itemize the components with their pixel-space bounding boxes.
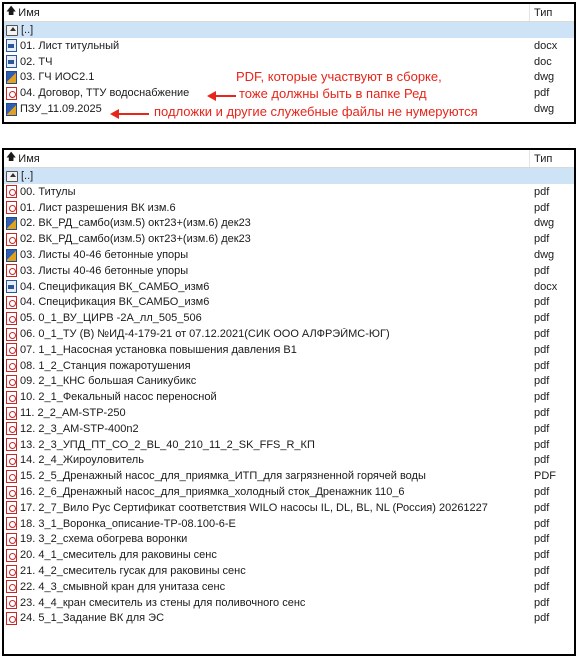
file-type: dwg — [534, 217, 555, 230]
file-row[interactable] — [4, 295, 574, 311]
bottom-file-list-panel — [2, 148, 576, 656]
file-name: 09. 2_1_КНС большая Саникубикс — [20, 375, 197, 388]
file-name: 03. ГЧ ИОС2.1 — [20, 71, 95, 84]
file-name: 02. ТЧ — [20, 55, 53, 68]
file-row[interactable] — [4, 342, 574, 358]
file-row[interactable] — [4, 358, 574, 374]
pdf-file-icon — [6, 580, 17, 593]
pdf-file-icon — [6, 312, 17, 325]
file-type: PDF — [534, 470, 556, 483]
dwg-file-icon — [6, 249, 17, 262]
name-column-label: Имя — [18, 6, 40, 19]
file-type: pdf — [534, 596, 550, 609]
file-type: doc — [534, 55, 552, 68]
file-type: pdf — [534, 533, 550, 546]
file-type: pdf — [534, 87, 550, 100]
file-name: 22. 4_3_смывной кран для унитаза сенс — [20, 580, 226, 593]
pdf-file-icon — [6, 185, 17, 198]
file-row[interactable] — [4, 516, 574, 532]
dwg-file-icon — [6, 71, 17, 84]
name-column-header[interactable] — [4, 150, 529, 167]
parent-folder-row[interactable] — [4, 22, 574, 38]
file-type: pdf — [534, 486, 550, 499]
doc-file-icon — [6, 39, 17, 52]
pdf-file-icon — [6, 565, 17, 578]
file-row[interactable] — [4, 389, 574, 405]
file-row[interactable] — [4, 247, 574, 263]
file-type: dwg — [534, 103, 555, 116]
column-header — [4, 4, 574, 22]
pdf-file-icon — [6, 470, 17, 483]
file-name: 06. 0_1_ТУ (В) №ИД-4-179-21 от 07.12.2021(СИК ООО АЛФРЭЙМС-ЮГ) — [20, 328, 390, 341]
parent-folder-label: [..] — [21, 24, 34, 36]
dwg-file-icon — [6, 103, 17, 116]
type-column-label: Тип — [534, 152, 553, 165]
file-row[interactable] — [4, 54, 574, 70]
file-type: pdf — [534, 233, 550, 246]
pdf-file-icon — [6, 517, 17, 530]
file-name: 05. 0_1_ВУ_ЦИРВ -2А_лл_505_506 — [20, 312, 202, 325]
file-type: pdf — [534, 501, 550, 514]
doc-file-icon — [6, 55, 17, 68]
file-type: pdf — [534, 264, 550, 277]
file-row[interactable] — [4, 310, 574, 326]
file-name: 04. Спецификация ВК_САМБО_изм6 — [20, 280, 210, 293]
file-name: 15. 2_5_Дренажный насос_для_приямка_ИТП_для загрязненной горячей воды — [20, 470, 426, 483]
parent-folder-row[interactable] — [4, 168, 574, 184]
file-type: pdf — [534, 438, 550, 451]
annotation-arrowhead-2 — [110, 109, 119, 119]
file-row[interactable] — [4, 547, 574, 563]
file-name: 18. 3_1_Воронка_описание-ТР-08.100-6-Е — [20, 517, 236, 530]
file-type: pdf — [534, 201, 550, 214]
pdf-file-icon — [6, 343, 17, 356]
file-name: 19. 3_2_схема обогрева воронки — [20, 533, 188, 546]
file-row[interactable] — [4, 595, 574, 611]
dwg-file-icon — [6, 217, 17, 230]
file-row[interactable] — [4, 231, 574, 247]
file-name: 21. 4_2_смеситель гусак для раковины сенс — [20, 565, 246, 578]
file-name: 16. 2_6_Дренажный насос_для_приямка_холодный сток_Дренажник 110_6 — [20, 486, 405, 499]
file-type: dwg — [534, 249, 555, 262]
folder-up-icon — [6, 171, 18, 182]
file-type: pdf — [534, 296, 550, 309]
file-row[interactable] — [4, 405, 574, 421]
pdf-file-icon — [6, 87, 17, 100]
pdf-file-icon — [6, 201, 17, 214]
pdf-file-icon — [6, 454, 17, 467]
folder-up-icon — [6, 25, 18, 36]
type-column-label: Тип — [534, 6, 553, 19]
file-type: pdf — [534, 549, 550, 562]
annotation-arrow-2 — [117, 113, 149, 115]
pdf-file-icon — [6, 501, 17, 514]
file-type: docx — [534, 280, 558, 293]
file-name: 02. ВК_РД_самбо(изм.5) окт23+(изм.6) дек23 — [20, 217, 251, 230]
pdf-file-icon — [6, 549, 17, 562]
file-type: docx — [534, 39, 558, 52]
file-row[interactable] — [4, 374, 574, 390]
file-name: 01. Лист титульный — [20, 39, 120, 52]
file-row[interactable] — [4, 579, 574, 595]
file-name: 20. 4_1_смеситель для раковины сенс — [20, 549, 217, 562]
file-name: 14. 2_4_Жироуловитель — [20, 454, 144, 467]
file-row[interactable] — [4, 200, 574, 216]
file-name: 07. 1_1_Насосная установка повышения давления В1 — [20, 343, 297, 356]
pdf-file-icon — [6, 612, 17, 625]
annotation-line-3: подложки и другие служебные файлы не нумеруются — [154, 104, 478, 119]
file-row[interactable] — [4, 38, 574, 54]
pdf-file-icon — [6, 296, 17, 309]
file-type: pdf — [534, 580, 550, 593]
type-column-header[interactable] — [529, 4, 574, 21]
file-name: 17. 2_7_Вило Рус Сертификат соответствия WILO насосы IL, DL, BL, NL (Россия) 20261227 — [20, 501, 488, 514]
file-type: dwg — [534, 71, 555, 84]
pdf-file-icon — [6, 233, 17, 246]
file-row[interactable] — [4, 326, 574, 342]
file-row[interactable] — [4, 500, 574, 516]
file-name: 13. 2_3_УПД_ПТ_СО_2_BL_40_210_11_2_SK_FFS_R_КП — [20, 438, 315, 451]
file-name: 11. 2_2_AM-STP-250 — [20, 407, 126, 420]
file-row[interactable] — [4, 421, 574, 437]
file-row[interactable] — [4, 453, 574, 469]
file-row[interactable] — [4, 279, 574, 295]
file-name: ПЗУ_11.09.2025 — [20, 103, 102, 116]
file-type: pdf — [534, 612, 550, 625]
type-column-header[interactable] — [529, 150, 574, 167]
name-column-header[interactable] — [4, 4, 529, 21]
file-row[interactable] — [4, 563, 574, 579]
file-type: pdf — [534, 407, 550, 420]
file-name: 24. 5_1_Задание ВК для ЭС — [20, 612, 165, 625]
sort-up-icon: 🡅 — [6, 152, 17, 163]
pdf-file-icon — [6, 391, 17, 404]
pdf-file-icon — [6, 422, 17, 435]
file-row[interactable] — [4, 263, 574, 279]
pdf-file-icon — [6, 407, 17, 420]
file-name: 03. Листы 40-46 бетонные упоры — [20, 249, 189, 262]
pdf-file-icon — [6, 438, 17, 451]
annotation-line-2: тоже должны быть в папке Ред — [239, 86, 427, 101]
pdf-file-icon — [6, 533, 17, 546]
file-row[interactable] — [4, 611, 574, 627]
file-type: pdf — [534, 454, 550, 467]
pdf-file-icon — [6, 486, 17, 499]
annotation-line-1: PDF, которые участвуют в сборке, — [236, 69, 442, 84]
file-name: 04. Спецификация ВК_САМБО_изм6 — [20, 296, 210, 309]
pdf-file-icon — [6, 328, 17, 341]
file-type: pdf — [534, 391, 550, 404]
column-header — [4, 150, 574, 168]
pdf-file-icon — [6, 596, 17, 609]
doc-file-icon — [6, 280, 17, 293]
file-type: pdf — [534, 328, 550, 341]
file-name: 23. 4_4_кран смеситель из стены для поливочного сенс — [20, 596, 306, 609]
file-name: 01. Лист разрешения ВК изм.6 — [20, 201, 176, 214]
pdf-file-icon — [6, 359, 17, 372]
file-name: 10. 2_1_Фекальный насос переносной — [20, 391, 217, 404]
annotation-arrow-1 — [214, 95, 236, 97]
file-type: pdf — [534, 517, 550, 530]
file-type: pdf — [534, 185, 550, 198]
file-name: 08. 1_2_Станция пожаротушения — [20, 359, 191, 372]
file-row[interactable] — [4, 468, 574, 484]
file-type: pdf — [534, 312, 550, 325]
name-column-label: Имя — [18, 152, 40, 165]
pdf-file-icon — [6, 264, 17, 277]
file-name: 12. 2_3_AM-STP-400n2 — [20, 422, 139, 435]
sort-up-icon: 🡅 — [6, 6, 17, 17]
annotation-arrowhead-1 — [207, 91, 216, 101]
file-name: 04. Договор, ТТУ водоснабжение — [20, 87, 190, 100]
file-type: pdf — [534, 422, 550, 435]
file-type: pdf — [534, 375, 550, 388]
parent-folder-label: [..] — [21, 170, 34, 182]
file-name: 02. ВК_РД_самбо(изм.5) окт23+(изм.6) дек23 — [20, 233, 251, 246]
file-row[interactable] — [4, 216, 574, 232]
file-row[interactable] — [4, 437, 574, 453]
file-name: 03. Листы 40-46 бетонные упоры — [20, 264, 189, 277]
file-name: 00. Титулы — [20, 185, 76, 198]
file-type: pdf — [534, 343, 550, 356]
pdf-file-icon — [6, 375, 17, 388]
file-row[interactable] — [4, 532, 574, 548]
file-row[interactable] — [4, 484, 574, 500]
file-type: pdf — [534, 565, 550, 578]
file-row[interactable] — [4, 184, 574, 200]
file-type: pdf — [534, 359, 550, 372]
